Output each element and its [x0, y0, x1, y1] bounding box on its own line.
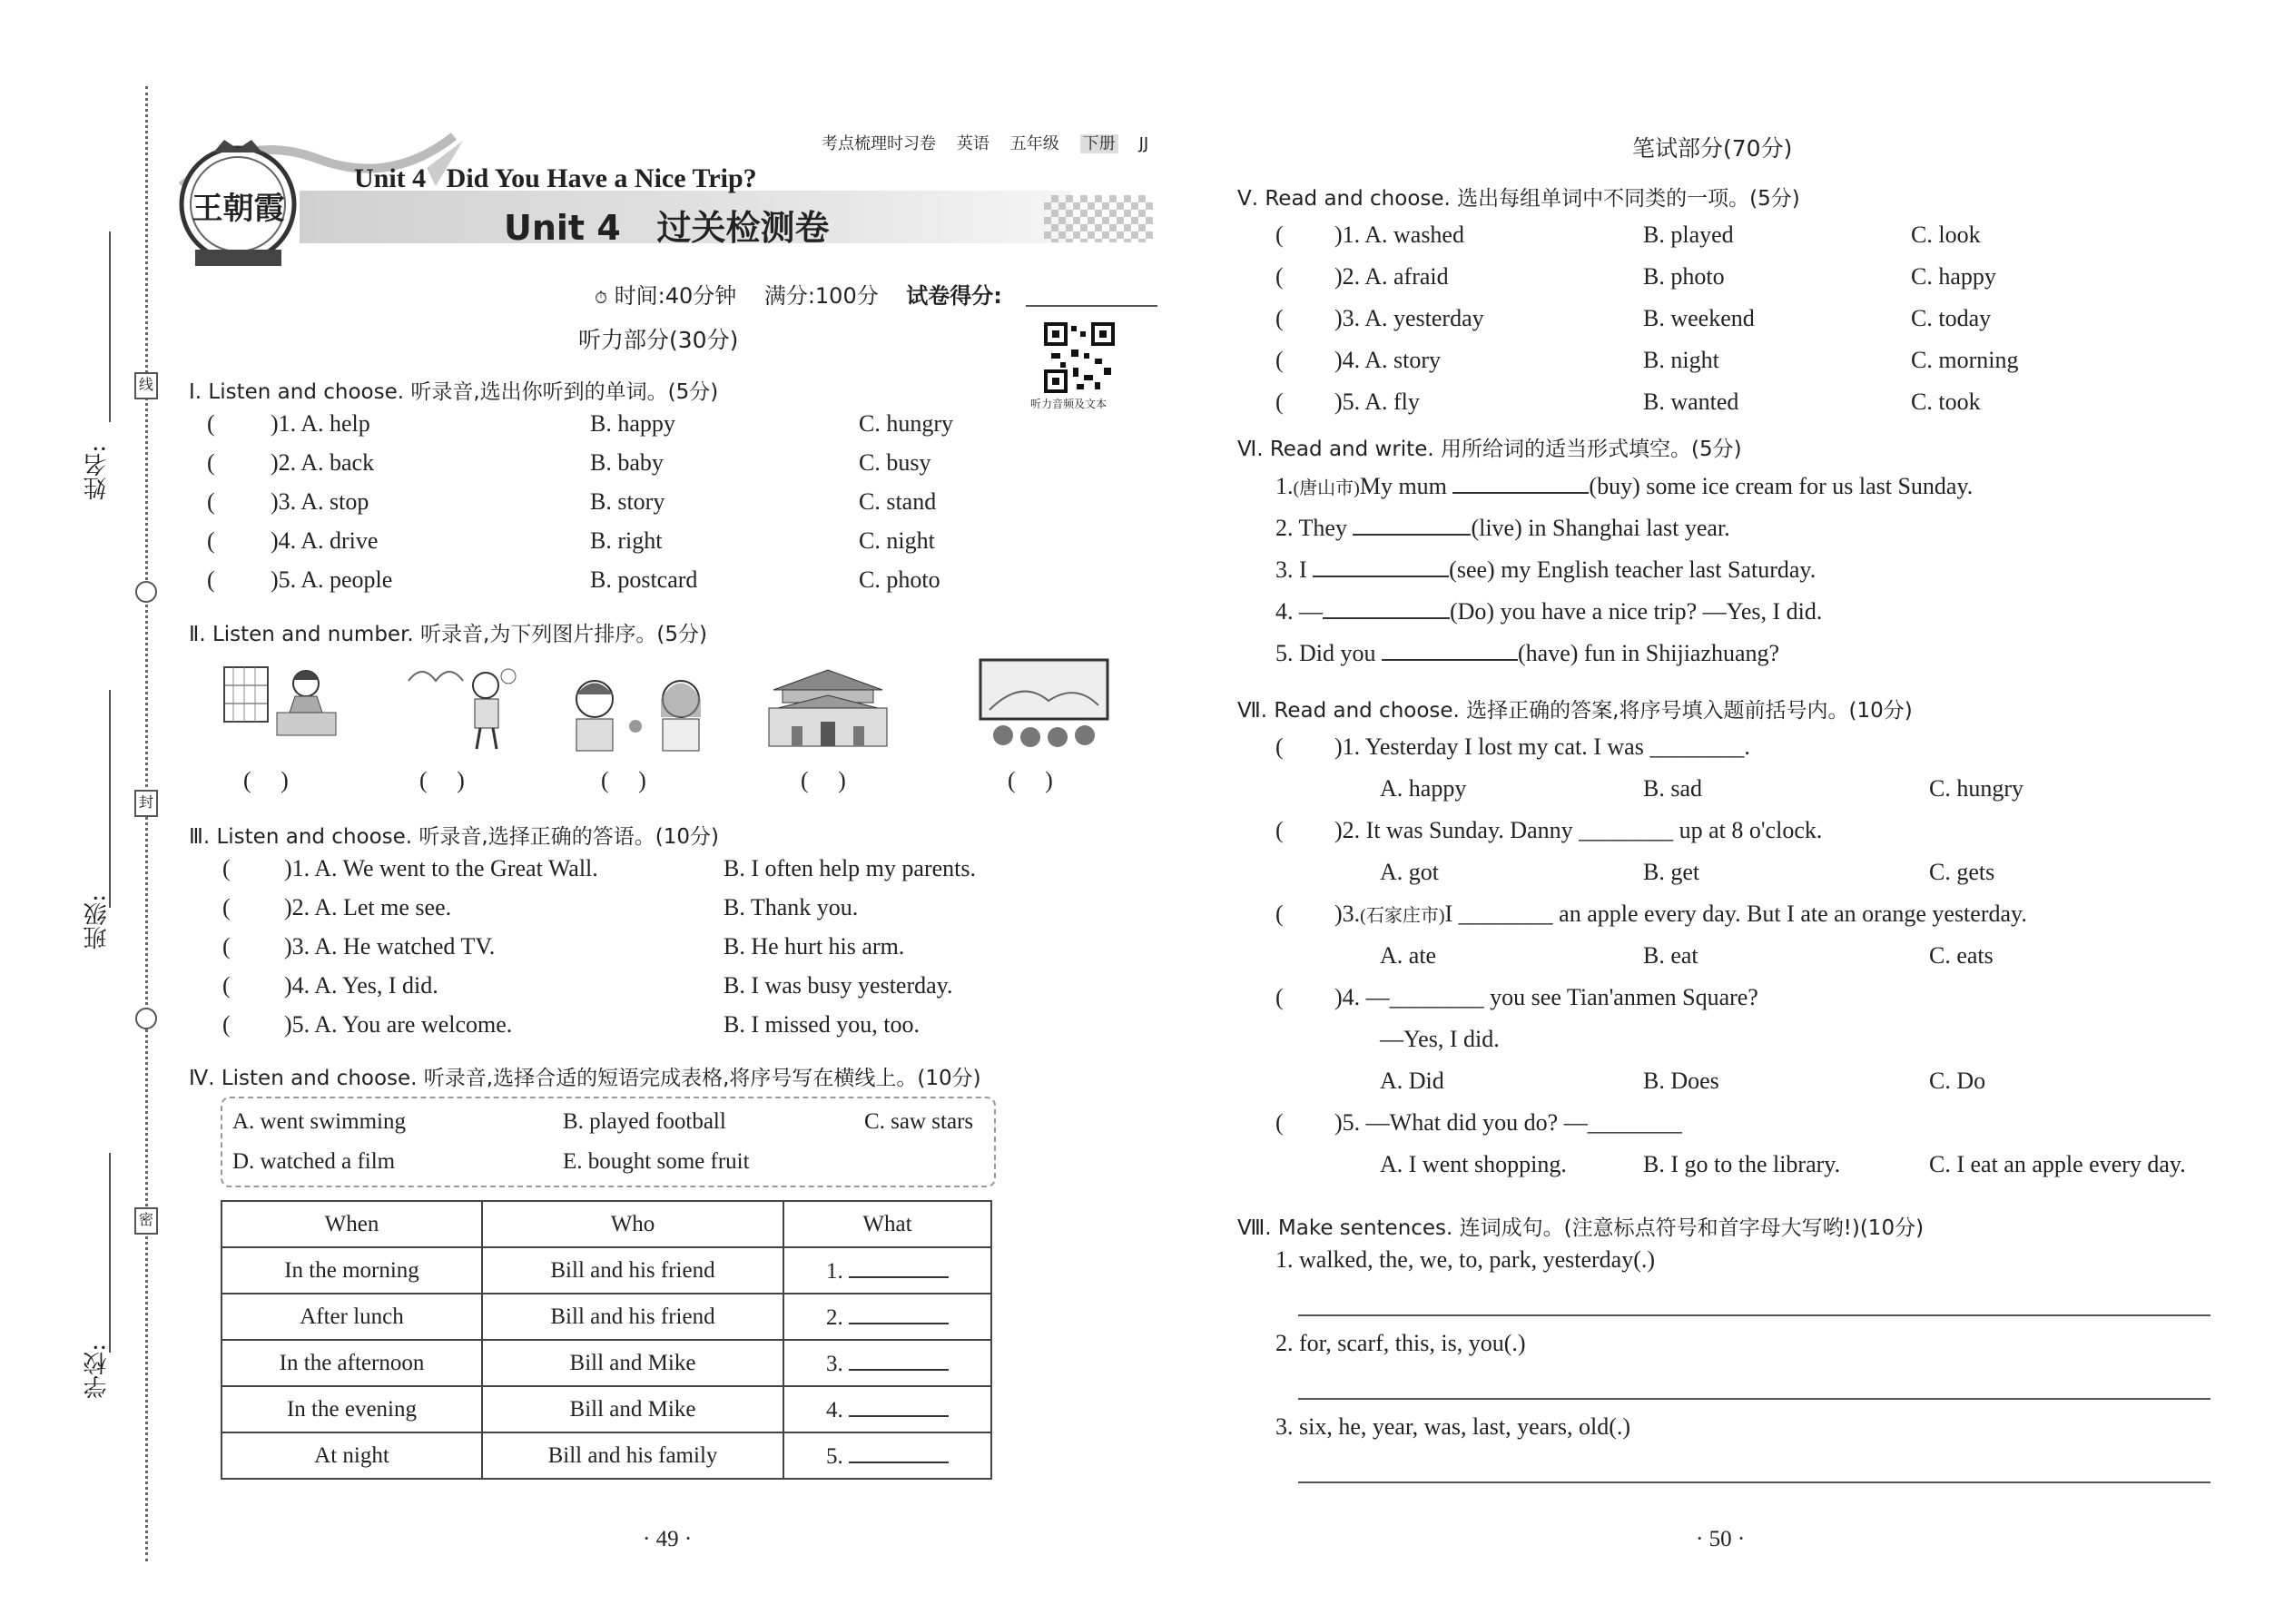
- binding-hole-icon: [135, 1008, 157, 1029]
- item-text: My mum: [1359, 473, 1447, 499]
- option-b: B. wanted: [1643, 389, 1739, 415]
- binding-char-xian: 线: [134, 372, 158, 399]
- table-cell: At night: [222, 1432, 482, 1479]
- option-c: C. Do: [1929, 1068, 1986, 1094]
- question-text: )1. Yesterday I lost my cat. I was ________.: [1334, 733, 1750, 760]
- option-c: C. morning: [1911, 347, 2019, 373]
- s8-item: 2. for, scarf, this, is, you(.): [1275, 1330, 1526, 1356]
- region-tag: (石家庄市): [1360, 906, 1445, 926]
- binding-char-mi: 密: [134, 1207, 158, 1235]
- option-a: )5. A. fly: [1334, 389, 1420, 415]
- s7-question: [1275, 817, 2229, 859]
- option-c: C. hungry: [1929, 775, 2023, 802]
- option-c: C. today: [1911, 305, 1992, 331]
- option-a: )4. A. drive: [271, 527, 379, 554]
- answer-paren[interactable]: (: [222, 1011, 231, 1038]
- question-reply: —Yes, I did.: [1380, 1026, 1500, 1052]
- option-b: B. Does: [1643, 1068, 1719, 1094]
- table-cell: In the afternoon: [222, 1340, 482, 1386]
- answer-blank[interactable]: [849, 1395, 949, 1417]
- option-b: B. get: [1643, 859, 1700, 885]
- picture-answer-paren[interactable]: ( ): [1008, 767, 1053, 793]
- s6-item: [1275, 597, 1973, 639]
- option-b: B. story: [590, 488, 665, 515]
- item-prefix: 4. —: [1275, 598, 1323, 625]
- option-b: B. I go to the library.: [1643, 1151, 1841, 1177]
- listening-title: 听力部分(30分): [578, 327, 739, 353]
- word-hint: (buy): [1589, 473, 1640, 499]
- s5-item: [1275, 305, 2074, 347]
- qr-code-icon[interactable]: [1044, 322, 1115, 393]
- answer-paren[interactable]: (: [1275, 901, 1284, 927]
- table-cell: Bill and Mike: [482, 1340, 783, 1386]
- option-a: )1. A. We went to the Great Wall.: [284, 855, 598, 881]
- fill-blank[interactable]: [1452, 472, 1589, 494]
- answer-paren[interactable]: (: [1275, 347, 1284, 373]
- s8-title: Ⅷ. Make sentences. 连词成句。(注意标点符号和首字母大写哟!)(10分): [1237, 1216, 1925, 1240]
- table-cell: In the morning: [222, 1247, 482, 1294]
- picture-two-people-talking-icon: [563, 672, 717, 753]
- word-hint: (see): [1449, 556, 1495, 583]
- s7-options: [1275, 859, 2229, 901]
- region-tag: (唐山市): [1293, 478, 1360, 498]
- option-b: B. postcard: [590, 566, 698, 593]
- answer-blank[interactable]: [849, 1303, 949, 1324]
- item-text: my English teacher last Saturday.: [1494, 556, 1816, 583]
- item-prefix: 5. Did you: [1275, 640, 1376, 666]
- item-prefix: 1.: [1275, 473, 1294, 499]
- option-c: C. took: [1911, 389, 1981, 415]
- score-blank[interactable]: [1026, 305, 1157, 307]
- s3-list: [222, 855, 1003, 1050]
- fill-blank[interactable]: [1353, 514, 1471, 536]
- answer-cell[interactable]: [783, 1294, 991, 1340]
- s6-item: [1275, 514, 1973, 556]
- answer-paren[interactable]: (: [1275, 305, 1284, 331]
- picture-library-reading-icon: [222, 658, 340, 749]
- answer-paren[interactable]: (: [1275, 733, 1284, 760]
- answer-number: 4.: [826, 1398, 843, 1422]
- table-cell: In the evening: [222, 1386, 482, 1432]
- picture-answer-paren[interactable]: ( ): [419, 767, 465, 793]
- s8-item: 1. walked, the, we, to, park, yesterday(.): [1275, 1246, 1656, 1273]
- option-a: A. happy: [1380, 775, 1467, 802]
- question-text: )4. —________ you see Tian'anmen Square?: [1334, 984, 1758, 1010]
- option-a: A. ate: [1380, 942, 1437, 969]
- binding-char-feng: 封: [134, 790, 158, 817]
- s1-item: [207, 527, 997, 566]
- s3-item: [222, 1011, 1003, 1050]
- fill-blank[interactable]: [1382, 639, 1518, 661]
- word-hint: (have): [1518, 640, 1579, 666]
- table-header: When: [222, 1201, 482, 1247]
- option-a: A. got: [1380, 859, 1439, 885]
- s3-item: [222, 933, 1003, 972]
- table-cell: After lunch: [222, 1294, 482, 1340]
- s7-question-extra: [1275, 1026, 2229, 1068]
- table-cell: Bill and his family: [482, 1432, 783, 1479]
- option-c: C. gets: [1929, 859, 1995, 885]
- s7-question: [1275, 1109, 2229, 1151]
- item-text: in Shanghai last year.: [1521, 515, 1730, 541]
- clock-icon: ⏱: [595, 289, 608, 308]
- option-b: B. night: [1643, 347, 1719, 373]
- item-text: fun in Shijiazhuang?: [1578, 640, 1780, 666]
- s7-list: [1275, 733, 2229, 1193]
- option-a: )1. A. washed: [1334, 221, 1464, 248]
- name-write-line: [109, 231, 111, 422]
- table-header-row: [222, 1201, 991, 1247]
- answer-number: 5.: [826, 1444, 843, 1469]
- table-cell: Bill and his friend: [482, 1247, 783, 1294]
- checker-decoration: [1044, 195, 1153, 242]
- s3-item: [222, 972, 1003, 1011]
- table-row: [222, 1386, 991, 1432]
- question-text: [1334, 901, 2027, 928]
- table-cell: Bill and Mike: [482, 1386, 783, 1432]
- word-hint: (live): [1471, 515, 1522, 541]
- score-label: 试卷得分:: [906, 283, 1002, 309]
- s4-title: Ⅳ. Listen and choose. 听录音,选择合适的短语完成表格,将序号写在横线上。(10分): [189, 1067, 981, 1090]
- option-b: B. eat: [1643, 942, 1698, 969]
- s5-item: [1275, 263, 2074, 305]
- s7-options: [1275, 1151, 2229, 1193]
- s1-item: [207, 410, 997, 449]
- edition-name: JJ: [1138, 134, 1149, 153]
- table-row: [222, 1294, 991, 1340]
- table-cell: Bill and his friend: [482, 1294, 783, 1340]
- picture-boy-outdoors-icon: [404, 654, 522, 753]
- option-b: B. photo: [1643, 263, 1725, 290]
- term-name: 下册: [1080, 134, 1118, 153]
- option-c: C. stand: [859, 488, 937, 515]
- option-c: C. night: [859, 527, 935, 554]
- s5-item: [1275, 221, 2074, 263]
- s7-question: [1275, 733, 2229, 775]
- page-number-right: · 50 ·: [1696, 1527, 1746, 1551]
- class-label: 班级:: [84, 894, 111, 950]
- qr-caption: 听力音频及文本: [1030, 398, 1108, 410]
- table-header: Who: [482, 1201, 783, 1247]
- answer-paren[interactable]: (: [222, 933, 231, 960]
- exam-full-score: 满分:100分: [763, 283, 879, 309]
- s6-item: [1275, 639, 1973, 681]
- answer-number: 1.: [826, 1259, 843, 1284]
- option-c: C. look: [1911, 221, 1981, 248]
- answer-write-line[interactable]: [1298, 1481, 2210, 1483]
- option-a: )1. A. help: [271, 410, 370, 437]
- s8-item: 3. six, he, year, was, last, years, old(.): [1275, 1413, 1631, 1440]
- option-a: )5. A. You are welcome.: [284, 1011, 513, 1038]
- unit-subtitle: Unit 4 Did You Have a Nice Trip?: [354, 163, 757, 193]
- s5-item: [1275, 389, 2074, 430]
- answer-paren[interactable]: (: [207, 566, 215, 593]
- answer-blank[interactable]: [849, 1349, 949, 1371]
- option-a: )4. A. Yes, I did.: [284, 972, 438, 999]
- answer-paren[interactable]: (: [1275, 1109, 1284, 1136]
- s6-title: Ⅵ. Read and write. 用所给词的适当形式填空。(5分): [1237, 438, 1742, 461]
- binding-hole-icon: [135, 581, 157, 603]
- option-b: B. He hurt his arm.: [724, 933, 905, 960]
- s1-item: [207, 488, 997, 527]
- fill-blank[interactable]: [1313, 556, 1449, 577]
- phrase-option: A. went swimming: [232, 1109, 406, 1134]
- s3-item: [222, 855, 1003, 894]
- writing-title: 笔试部分(70分): [1632, 135, 1793, 162]
- answer-blank[interactable]: [849, 1442, 949, 1463]
- answer-paren[interactable]: (: [207, 449, 215, 476]
- question-number: )3.: [1334, 901, 1361, 927]
- option-b: B. happy: [590, 410, 675, 437]
- option-c: C. I eat an apple every day.: [1929, 1151, 2186, 1177]
- option-c: C. hungry: [859, 410, 953, 437]
- option-a: )3. A. stop: [271, 488, 369, 515]
- question-text: )5. —What did you do? —________: [1334, 1109, 1682, 1136]
- phrase-option: C. saw stars: [864, 1109, 974, 1134]
- s7-options: [1275, 775, 2229, 817]
- s7-options: [1275, 1068, 2229, 1109]
- s1-title: Ⅰ. Listen and choose. 听录音,选出你听到的单词。(5分): [189, 380, 719, 404]
- class-write-line: [109, 690, 111, 908]
- option-c: C. happy: [1911, 263, 1996, 290]
- exam-info: [595, 278, 1002, 310]
- answer-cell[interactable]: [783, 1247, 991, 1294]
- picture-answer-paren[interactable]: ( ): [243, 767, 289, 793]
- phrase-option: E. bought some fruit: [563, 1149, 750, 1174]
- phrase-option: D. watched a film: [232, 1149, 396, 1174]
- s7-options: [1275, 942, 2229, 984]
- s7-question: [1275, 901, 2229, 942]
- option-b: B. baby: [590, 449, 664, 476]
- option-a: A. I went shopping.: [1380, 1151, 1567, 1177]
- exam-time: 时间:40分钟: [614, 283, 737, 309]
- activity-table: [221, 1200, 992, 1480]
- option-b: B. played: [1643, 221, 1734, 248]
- table-row: [222, 1340, 991, 1386]
- word-hint: (Do): [1450, 598, 1495, 625]
- s5-title: Ⅴ. Read and choose. 选出每组单词中不同类的一项。(5分): [1237, 187, 1800, 211]
- table-row: [222, 1247, 991, 1294]
- s3-item: [222, 894, 1003, 933]
- option-b: B. I missed you, too.: [724, 1011, 920, 1038]
- answer-paren[interactable]: (: [1275, 221, 1284, 248]
- item-prefix: 2. They: [1275, 515, 1347, 541]
- answer-write-line[interactable]: [1298, 1398, 2210, 1400]
- answer-paren[interactable]: (: [1275, 389, 1284, 415]
- answer-number: 2.: [826, 1305, 843, 1330]
- table-header: What: [783, 1201, 991, 1247]
- option-b: B. Thank you.: [724, 894, 859, 920]
- question-body: I ________ an apple every day. But I ate an orange yesterday.: [1444, 901, 2027, 927]
- answer-paren[interactable]: (: [222, 894, 231, 920]
- answer-cell[interactable]: [783, 1340, 991, 1386]
- logo-text: 王朝霞: [192, 191, 285, 227]
- s5-list: [1275, 221, 2074, 430]
- option-a: )5. A. people: [271, 566, 393, 593]
- answer-paren[interactable]: (: [1275, 817, 1284, 843]
- grade-name: 五年级: [1009, 134, 1059, 153]
- subject-name: 英语: [956, 134, 989, 153]
- option-a: )2. A. Let me see.: [284, 894, 452, 920]
- option-a: )2. A. back: [271, 449, 375, 476]
- page-number-left: · 49 ·: [643, 1527, 693, 1551]
- picture-tiananmen-icon: [764, 663, 891, 749]
- question-text: )2. It was Sunday. Danny ________ up at 8 o'clock.: [1334, 817, 1823, 843]
- table-row: [222, 1432, 991, 1479]
- option-b: B. right: [590, 527, 663, 554]
- answer-blank[interactable]: [849, 1256, 949, 1278]
- s6-item: [1275, 556, 1973, 597]
- school-label: 学校:: [84, 1343, 111, 1399]
- answer-number: 3.: [826, 1352, 843, 1376]
- s2-title: Ⅱ. Listen and number. 听录音,为下列图片排序。(5分): [189, 623, 707, 646]
- phrase-option: B. played football: [563, 1109, 726, 1134]
- school-write-line: [109, 1153, 111, 1353]
- option-c: C. photo: [859, 566, 940, 593]
- s6-list: [1275, 472, 1973, 681]
- answer-cell[interactable]: [783, 1386, 991, 1432]
- logo-badge: [177, 136, 300, 272]
- picture-cinema-icon: [976, 655, 1112, 751]
- fill-blank[interactable]: [1323, 597, 1450, 619]
- option-a: )3. A. He watched TV.: [284, 933, 496, 960]
- s1-item: [207, 449, 997, 488]
- s5-item: [1275, 347, 2074, 389]
- option-c: C. busy: [859, 449, 931, 476]
- s1-list: [207, 410, 997, 605]
- answer-paren[interactable]: (: [1275, 984, 1284, 1010]
- picture-answer-paren[interactable]: ( ): [801, 767, 846, 793]
- name-label: 姓名:: [84, 445, 111, 500]
- series-name: 考点梳理时习卷: [822, 134, 936, 153]
- answer-paren[interactable]: (: [222, 972, 231, 999]
- option-b: B. sad: [1643, 775, 1702, 802]
- option-a: )4. A. story: [1334, 347, 1441, 373]
- binding-dotted-line: [145, 86, 148, 1561]
- answer-paren[interactable]: (: [207, 527, 215, 554]
- option-a: A. Did: [1380, 1068, 1444, 1094]
- s3-title: Ⅲ. Listen and choose. 听录音,选择正确的答语。(10分): [189, 825, 719, 849]
- option-c: C. eats: [1929, 942, 1994, 969]
- answer-paren[interactable]: (: [207, 488, 215, 515]
- item-prefix: 3. I: [1275, 556, 1307, 583]
- s7-question: [1275, 984, 2229, 1026]
- answer-paren[interactable]: (: [1275, 263, 1284, 290]
- option-b: B. I was busy yesterday.: [724, 972, 953, 999]
- picture-answer-paren[interactable]: ( ): [601, 767, 646, 793]
- option-a: )2. A. afraid: [1334, 263, 1449, 290]
- item-text: you have a nice trip? —Yes, I did.: [1494, 598, 1823, 625]
- option-a: )3. A. yesterday: [1334, 305, 1484, 331]
- unit-title: Unit 4 过关检测卷: [504, 208, 830, 248]
- answer-paren[interactable]: (: [207, 410, 215, 437]
- item-text: some ice cream for us last Sunday.: [1639, 473, 1974, 499]
- answer-write-line[interactable]: [1298, 1314, 2210, 1316]
- s7-title: Ⅶ. Read and choose. 选择正确的答案,将序号填入题前括号内。(10分): [1237, 699, 1913, 723]
- answer-cell[interactable]: [783, 1432, 991, 1479]
- s6-item: [1275, 472, 1973, 514]
- s1-item: [207, 566, 997, 605]
- answer-paren[interactable]: (: [222, 855, 231, 881]
- option-b: B. I often help my parents.: [724, 855, 976, 881]
- header-series: [822, 131, 1148, 154]
- option-b: B. weekend: [1643, 305, 1755, 331]
